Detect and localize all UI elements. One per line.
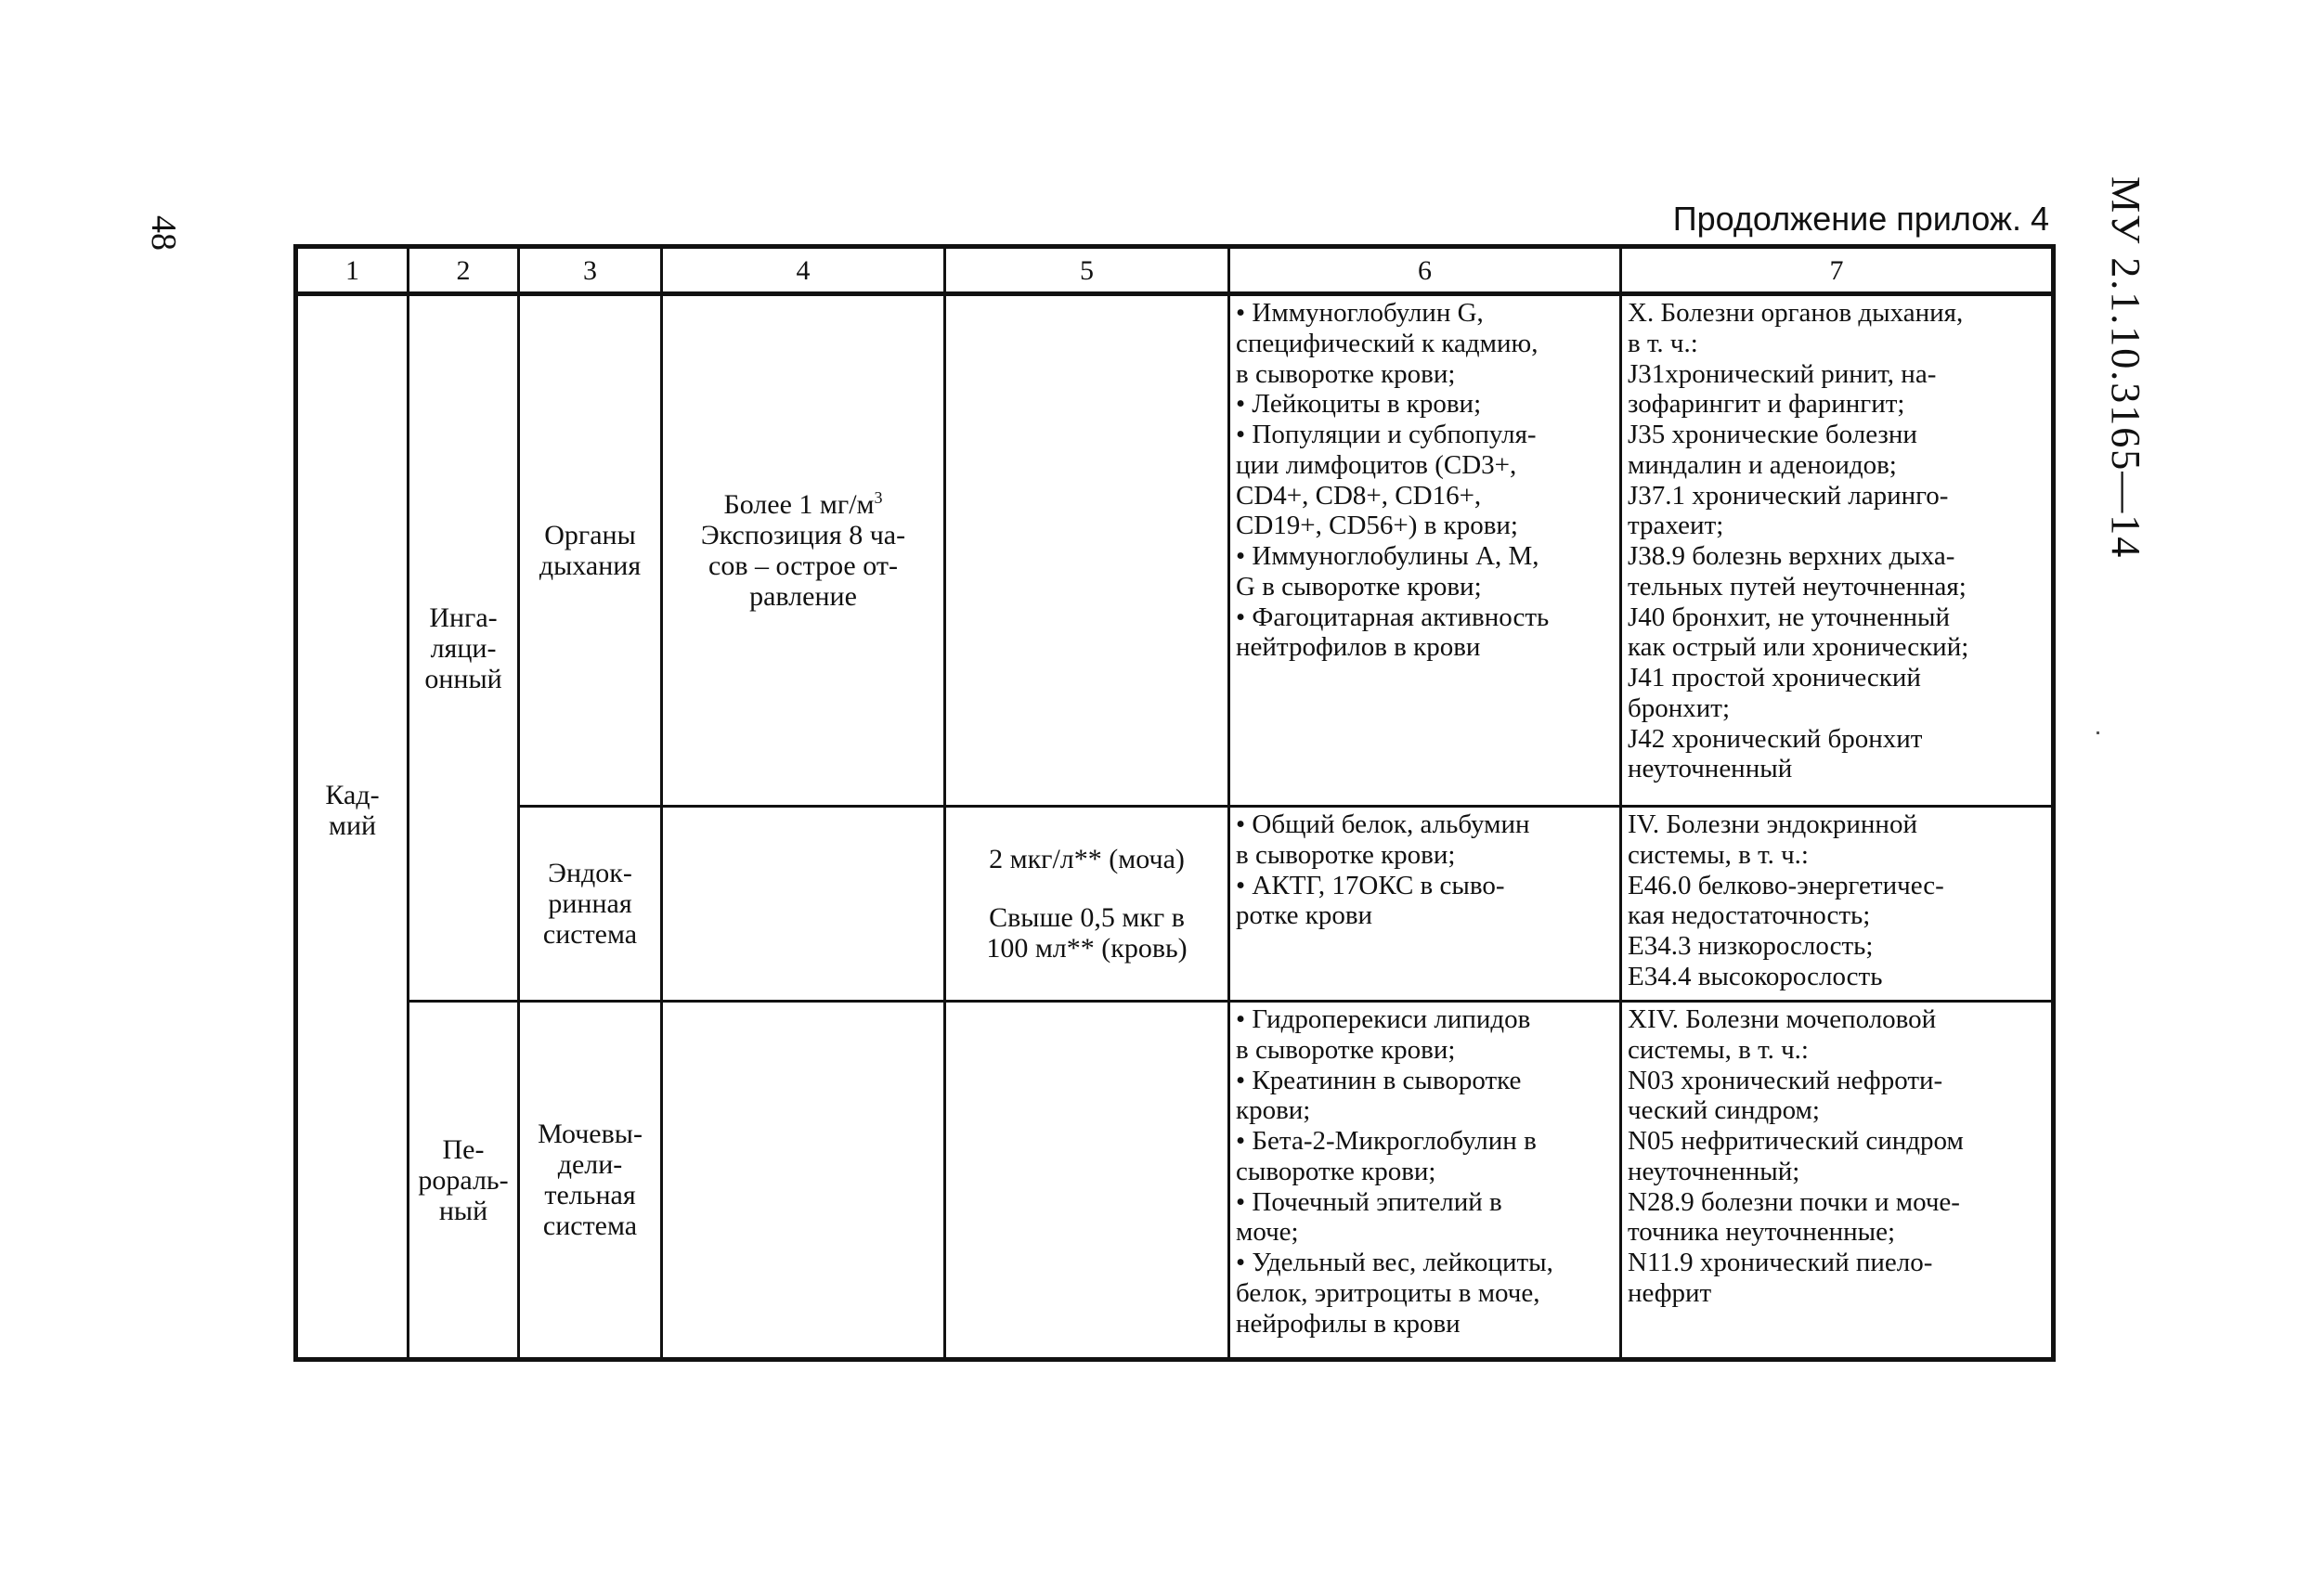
- exposure-cell: [662, 294, 945, 807]
- concentration-cell: [945, 294, 1229, 807]
- exposure-line: сов – острое от-: [708, 550, 898, 581]
- continuation-label: Продолжение прилож. 4: [1672, 200, 2049, 238]
- route-line: ляци-: [430, 632, 497, 664]
- substance-cell: [296, 294, 409, 1360]
- exposure-text: Более 1 мг/м: [723, 489, 875, 520]
- concentration-cell: [945, 1002, 1229, 1360]
- organ-line: ринная: [548, 888, 632, 919]
- diseases-cell: [1621, 294, 2054, 807]
- table-row: [296, 294, 2054, 807]
- indicator-line: в сыворотке крови;: [1236, 839, 1456, 870]
- disease-line: системы, в т. ч.:: [1628, 1034, 1809, 1065]
- spacer: [952, 874, 1222, 902]
- disease-line: системы, в т. ч.:: [1628, 839, 1809, 870]
- indicator-line: ции лимфоцитов (CD3+,: [1236, 449, 1517, 480]
- disease-line: неуточненный: [1628, 754, 1793, 784]
- disease-line: E34.4 высокорослость: [1628, 961, 1883, 991]
- exposure-cell: [662, 1002, 945, 1360]
- header-cell: 6: [1229, 247, 1621, 294]
- indicator-line: белок, эритроциты в моче,: [1236, 1277, 1540, 1308]
- disease-line: XIV. Болезни мочеполовой: [1628, 1004, 1937, 1034]
- indicator-line: в сыворотке крови;: [1236, 358, 1456, 389]
- indicator-line: ротке крови: [1236, 900, 1373, 931]
- diseases-cell: [1621, 807, 2054, 1002]
- disease-line: J37.1 хронический ларинго-: [1628, 480, 1949, 511]
- disease-line: J35 хронические болезни: [1628, 420, 1917, 450]
- table-row: [296, 1002, 2054, 1360]
- organ-line: Мочевы-: [538, 1119, 643, 1149]
- disease-line: J38.9 болезнь верхних дыха-: [1628, 541, 1955, 572]
- indicator-line: CD4+, CD8+, CD16+,: [1236, 480, 1482, 511]
- disease-line: J31хронический ринит, на-: [1628, 358, 1937, 389]
- substance-line: мий: [328, 809, 377, 841]
- disease-line: N05 нефритический синдром: [1628, 1126, 1964, 1157]
- disease-line: J40 бронхит, не уточненный: [1628, 602, 1951, 632]
- indicator-line: • Лейкоциты в крови;: [1236, 389, 1482, 420]
- exposure-superscript: 3: [874, 488, 883, 507]
- indicator-line: нейтрофилов в крови: [1236, 632, 1481, 663]
- route-cell: [409, 1002, 519, 1360]
- header-row: [296, 247, 2054, 294]
- disease-line: E46.0 белково-энергетичес-: [1628, 870, 1944, 900]
- header-cell: 1: [296, 247, 409, 294]
- page-number: 48: [144, 215, 183, 251]
- disease-line: трахеит;: [1628, 511, 1724, 541]
- organ-line: дели-: [557, 1149, 623, 1180]
- substance-table: [293, 244, 2056, 1362]
- header-cell: 2: [409, 247, 519, 294]
- route-line: ный: [438, 1195, 488, 1226]
- table-row: [296, 807, 2054, 1002]
- route-line: Инга-: [429, 602, 498, 633]
- indicators-cell: [1229, 1002, 1621, 1360]
- scan-speck: [2097, 731, 2099, 734]
- indicator-line: • Иммуноглобулины А, М,: [1236, 541, 1539, 572]
- indicator-line: • Общий белок, альбумин: [1236, 809, 1530, 839]
- indicator-line: G в сыворотке крови;: [1236, 571, 1482, 602]
- disease-line: кая недостаточность;: [1628, 900, 1871, 931]
- concentration-line: Свыше 0,5 мкг в: [989, 902, 1185, 933]
- concentration-line: 2 мкг/л** (моча): [989, 844, 1185, 874]
- disease-line: N03 хронический нефроти-: [1628, 1065, 1943, 1095]
- indicator-line: • Фагоцитарная активность: [1236, 602, 1550, 632]
- indicator-line: крови;: [1236, 1095, 1311, 1126]
- indicator-line: • Популяции и субпопуля-: [1236, 420, 1537, 450]
- indicators-cell: [1229, 807, 1621, 1002]
- route-cell: [409, 294, 519, 1002]
- organ-line: дыхания: [539, 550, 642, 581]
- indicators-cell: [1229, 294, 1621, 807]
- disease-line: J42 хронический бронхит: [1628, 723, 1923, 754]
- header-cell: 4: [662, 247, 945, 294]
- organ-cell: [519, 807, 662, 1002]
- indicator-line: • Креатинин в сыворотке: [1236, 1065, 1522, 1095]
- concentration-cell: [945, 807, 1229, 1002]
- disease-line: E34.3 низкорослость;: [1628, 931, 1874, 962]
- disease-line: бронхит;: [1628, 692, 1731, 723]
- indicator-line: нейрофилы в крови: [1236, 1308, 1461, 1339]
- organ-line: система: [542, 1210, 638, 1241]
- route-line: рораль-: [418, 1164, 509, 1196]
- exposure-line: равление: [749, 581, 857, 612]
- organ-line: Органы: [544, 520, 636, 550]
- disease-line: как острый или хронический;: [1628, 632, 1969, 663]
- organ-line: Эндок-: [548, 858, 632, 888]
- disease-line: в т. ч.:: [1628, 328, 1698, 358]
- disease-line: N11.9 хронический пиело-: [1628, 1248, 1933, 1278]
- indicator-line: • Удельный вес, лейкоциты,: [1236, 1248, 1553, 1278]
- disease-line: X. Болезни органов дыхания,: [1628, 298, 1964, 328]
- route-line: Пе-: [442, 1133, 485, 1165]
- exposure-line: Экспозиция 8 ча-: [700, 520, 906, 550]
- disease-line: точника неуточненные;: [1628, 1217, 1896, 1248]
- disease-line: неуточненный;: [1628, 1156, 1800, 1186]
- disease-line: миндалин и аденоидов;: [1628, 449, 1897, 480]
- organ-line: система: [542, 919, 638, 950]
- route-line: онный: [424, 663, 502, 694]
- indicator-line: • АКТГ, 17ОКС в сыво-: [1236, 870, 1505, 900]
- disease-line: нефрит: [1628, 1277, 1712, 1308]
- header-cell: 7: [1621, 247, 2054, 294]
- disease-line: J41 простой хронический: [1628, 663, 1921, 693]
- indicator-line: специфический к кадмию,: [1236, 328, 1539, 358]
- indicator-line: • Иммуноглобулин G,: [1236, 298, 1484, 328]
- indicator-line: • Бета-2-Микроглобулин в: [1236, 1126, 1537, 1157]
- concentration-line: 100 мл** (кровь): [986, 933, 1188, 964]
- organ-cell: [519, 1002, 662, 1360]
- organ-line: тельная: [544, 1180, 636, 1210]
- disease-line: зофарингит и фарингит;: [1628, 389, 1905, 420]
- indicator-line: • Гидроперекиси липидов: [1236, 1004, 1531, 1034]
- disease-line: IV. Болезни эндокринной: [1628, 809, 1917, 839]
- disease-line: тельных путей неуточненная;: [1628, 571, 1967, 602]
- document-code: МУ 2.1.10.3165—14: [2103, 176, 2149, 560]
- indicator-line: сыворотке крови;: [1236, 1156, 1436, 1186]
- indicator-line: • Почечный эпителий в: [1236, 1186, 1502, 1217]
- organ-cell: [519, 294, 662, 807]
- exposure-line: [669, 489, 938, 520]
- diseases-cell: [1621, 1002, 2054, 1360]
- disease-line: N28.9 болезни почки и моче-: [1628, 1186, 1960, 1217]
- disease-line: ческий синдром;: [1628, 1095, 1820, 1126]
- substance-line: Кад-: [325, 779, 380, 810]
- header-cell: 3: [519, 247, 662, 294]
- indicator-line: CD19+, CD56+) в крови;: [1236, 511, 1518, 541]
- indicator-line: в сыворотке крови;: [1236, 1034, 1456, 1065]
- exposure-cell: [662, 807, 945, 1002]
- header-cell: 5: [945, 247, 1229, 294]
- indicator-line: моче;: [1236, 1217, 1299, 1248]
